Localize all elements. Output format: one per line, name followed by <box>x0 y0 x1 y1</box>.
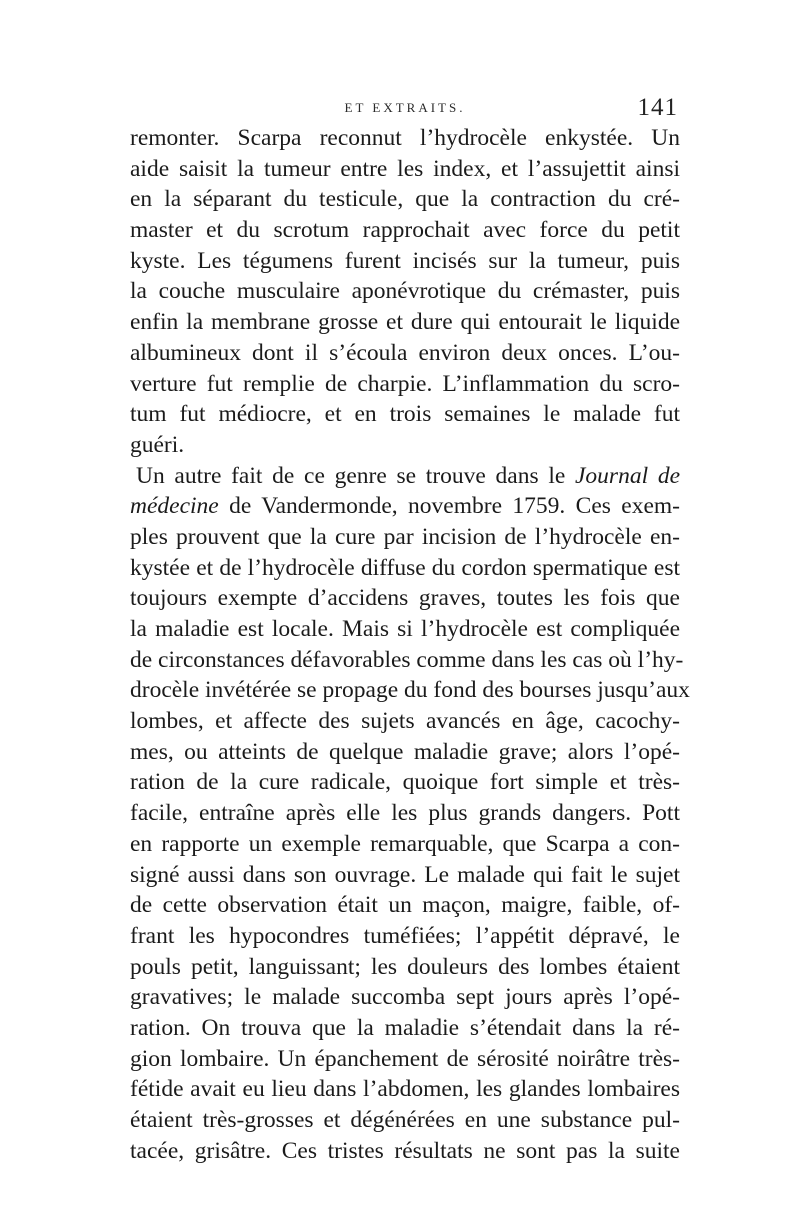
text-run: Un autre fait de ce genre se trouve dans le <box>136 462 575 489</box>
text-line: kystée et de l’hydrocèle diffuse du cordon spermatique est <box>130 554 680 581</box>
text-line: remonter. Scarpa reconnut l’hydrocèle enkystée. Un <box>130 125 680 151</box>
text-line: fétide avait eu lieu dans l’abdomen, les glandes lombaires <box>130 1076 680 1103</box>
text-line: ration de la cure radicale, quoique fort simple et très- <box>130 769 680 796</box>
text-line <box>130 491 680 522</box>
page-header <box>130 94 680 124</box>
text-line: gravatives; le malade succomba sept jours après l’opé- <box>130 984 680 1011</box>
page-number: 141 <box>637 94 678 121</box>
text-line: lombes, et affecte des sujets avancés en âge, cacochy- <box>130 708 680 735</box>
text-line: facile, entraîne après elle les plus grands dangers. Pott <box>130 800 680 827</box>
text-line: ration. On trouva que la maladie s’étendait dans la ré- <box>130 1014 680 1041</box>
text-line: en la séparant du testicule, que la contraction du cré- <box>130 186 680 213</box>
text-line: la maladie est locale. Mais si l’hydrocèle est compliquée <box>130 616 680 642</box>
text-line: ples prouvent que la cure par incision de l’hydrocèle en- <box>130 523 680 550</box>
text-line: toujours exempte d’accidens graves, toutes les fois que <box>130 585 680 612</box>
text-line: tacée, grisâtre. Ces tristes résultats ne sont pas la suite <box>130 1137 680 1164</box>
journal-title-italic: médecine <box>130 493 219 520</box>
text-line: en rapporte un exemple remarquable, que Scarpa a con- <box>130 830 680 857</box>
text-line: signé aussi dans son ouvrage. Le malade qui fait le sujet <box>130 861 680 888</box>
text-line: master et du scrotum rapprochait avec force du petit <box>130 217 680 244</box>
text-line: verture fut remplie de charpie. L’inflammation du scro- <box>130 370 680 397</box>
journal-title-italic: Journal de <box>575 462 680 489</box>
text-line: kyste. Les tégumens furent incisés sur la tumeur, puis <box>130 247 680 274</box>
text-line: aide saisit la tumeur entre les index, et l’assujettit ainsi <box>130 155 680 182</box>
text-line: gion lombaire. Un épanchement de sérosité noirâtre très- <box>130 1045 680 1072</box>
text-line: guéri. <box>130 431 185 458</box>
text-line: tum fut médiocre, et en trois semaines le malade fut <box>130 401 680 428</box>
text-line: drocèle invétérée se propage du fond des bourses jusqu’aux <box>130 677 690 704</box>
text-line: pouls petit, languissant; les douleurs des lombes étaient <box>130 953 680 980</box>
text-line: frant les hypocondres tuméfiées; l’appétit dépravé, le <box>130 922 680 949</box>
text-line: la couche musculaire aponévrotique du crémaster, puis <box>130 278 680 305</box>
text-line: mes, ou atteints de quelque maladie grave; alors l’opé- <box>130 738 680 765</box>
text-line: étaient très-grosses et dégénérées en une substance pul- <box>130 1107 680 1133</box>
running-head: ET EXTRAITS. <box>344 100 466 115</box>
text-line: de circonstances défavorables comme dans les cas où l’hy- <box>130 646 684 673</box>
text-line: de cette observation était un maçon, maigre, faible, of- <box>130 892 680 919</box>
body-text <box>130 123 690 1166</box>
text-line: enfin la membrane grosse et dure qui entourait le liquide <box>130 309 680 336</box>
text-run: de Vandermonde, novembre 1759. Ces exem- <box>218 493 680 520</box>
paragraph-first-line <box>130 461 680 492</box>
text-line: albumineux dont il s’écoula environ deux onces. L’ou- <box>130 339 680 366</box>
